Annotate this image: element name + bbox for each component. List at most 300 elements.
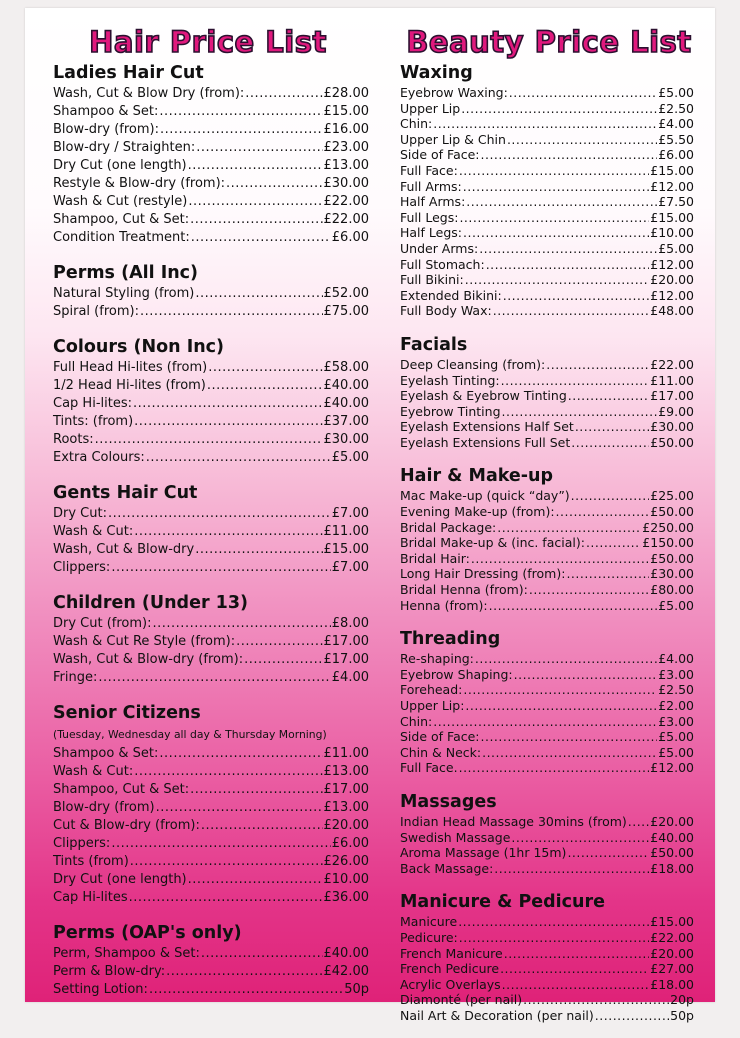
dot-leader: [201, 817, 323, 835]
dot-leader: [201, 945, 323, 963]
section-waxing: [400, 61, 694, 319]
price-row: [400, 488, 694, 504]
service-price: £48.00: [650, 303, 694, 319]
service-price: £40.00: [323, 396, 369, 411]
section-title: Waxing: [400, 63, 473, 83]
dot-leader: [529, 582, 649, 598]
dot-leader: [568, 388, 649, 404]
price-row: [53, 85, 369, 103]
price-row: [400, 914, 694, 930]
dot-leader: [566, 566, 649, 582]
price-row: [400, 992, 694, 1008]
service-name: Shampoo & Set:: [53, 104, 159, 119]
service-price: £13.00: [323, 764, 369, 779]
service-name: Full Stomach:: [400, 256, 485, 272]
service-name: Wash & Cut (restyle): [53, 194, 188, 209]
service-name: Side of Face:: [400, 147, 480, 163]
price-row: [400, 830, 694, 846]
service-price: £30.00: [323, 432, 369, 447]
service-name: Half Arms:: [400, 194, 466, 210]
service-price: £13.00: [323, 800, 369, 815]
service-price: £40.00: [323, 378, 369, 393]
service-name: Wash, Cut & Blow-dry (from):: [53, 652, 244, 667]
price-row: [400, 179, 694, 195]
dot-leader: [188, 157, 323, 175]
dot-leader: [503, 288, 650, 304]
service-name: Shampoo, Cut & Set:: [53, 212, 190, 227]
price-row: [400, 225, 694, 241]
service-name: Full Arms:: [400, 178, 462, 194]
dot-leader: [489, 598, 658, 614]
service-price: £15.00: [323, 542, 369, 557]
price-row: [53, 157, 369, 175]
service-price: £18.00: [650, 860, 694, 876]
service-name: Full Head Hi-lites (from): [53, 360, 208, 375]
service-name: Upper Lip & Chin: [400, 131, 506, 147]
service-price: £20.00: [323, 818, 369, 833]
service-name: Deep Cleansing (from):: [400, 356, 546, 372]
dot-leader: [190, 781, 322, 799]
service-name: Wash, Cut & Blow-dry: [53, 542, 195, 557]
dot-leader: [471, 551, 649, 567]
dot-leader: [479, 241, 657, 257]
dot-leader: [208, 359, 322, 377]
price-row: [400, 535, 694, 551]
price-row: [400, 85, 694, 101]
dot-leader: [546, 357, 649, 373]
service-price: £37.00: [323, 414, 369, 429]
dot-leader: [111, 559, 330, 577]
service-name: Diamonté (per nail): [400, 992, 523, 1008]
service-name: Bridal Package:: [400, 519, 497, 535]
service-name: Back Massage:: [400, 860, 494, 876]
dot-leader: [514, 667, 658, 683]
dot-leader: [129, 889, 323, 907]
price-row: [400, 272, 694, 288]
service-price: £30.00: [650, 419, 694, 435]
price-row: [400, 357, 694, 373]
service-name: Shampoo & Set:: [53, 746, 159, 761]
service-price: £30.00: [650, 566, 694, 582]
price-row: [53, 175, 369, 193]
service-price: £17.00: [323, 634, 369, 649]
dot-leader: [458, 914, 649, 930]
section-facials: [400, 333, 694, 451]
service-name: Evening Make-up (from):: [400, 504, 555, 520]
service-name: Fringe:: [53, 670, 98, 685]
price-row: [400, 101, 694, 117]
service-price: £36.00: [323, 890, 369, 905]
price-row: [400, 814, 694, 830]
service-price: £20.00: [650, 945, 694, 961]
service-name: Chin:: [400, 116, 433, 132]
price-row: [400, 388, 694, 404]
price-row: [53, 651, 369, 669]
price-row: [400, 288, 694, 304]
service-price: £8.00: [331, 616, 369, 631]
dot-leader: [567, 845, 649, 861]
service-name: Upper Lip:: [400, 698, 465, 713]
service-price: £40.00: [323, 946, 369, 961]
section-title: Facials: [400, 334, 468, 355]
service-name: Blow-dry (from): [53, 800, 155, 815]
dot-leader: [153, 615, 331, 633]
price-row: [53, 505, 369, 523]
service-price: £5.00: [658, 597, 694, 613]
service-name: Extended Bikini:: [400, 287, 502, 303]
service-price: £250.00: [642, 519, 694, 535]
price-row: [400, 504, 694, 520]
dot-leader: [188, 193, 322, 211]
section-title: Children (Under 13): [53, 593, 249, 613]
price-row: [400, 194, 694, 210]
service-price: £5.00: [331, 450, 369, 465]
price-row: [400, 745, 694, 761]
service-price: £80.00: [650, 582, 694, 598]
dot-leader: [236, 633, 322, 651]
service-name: Eyelash Extensions Full Set: [400, 434, 571, 450]
price-row: [53, 871, 369, 889]
price-row: [53, 541, 369, 559]
section-perms-all-inc: [53, 261, 369, 321]
dot-leader: [195, 541, 322, 559]
service-price: £17.00: [323, 782, 369, 797]
dot-leader: [134, 413, 322, 431]
price-row: [400, 651, 694, 667]
dot-leader: [482, 745, 657, 761]
dot-leader: [481, 729, 658, 745]
service-name: Perm, Shampoo & Set:: [53, 946, 200, 961]
section-colours-non-inc: [53, 335, 369, 467]
service-name: Clippers:: [53, 560, 111, 575]
section-title: Senior Citizens: [53, 703, 201, 723]
dot-leader: [245, 85, 322, 103]
service-price: £11.00: [323, 746, 369, 761]
service-price: £23.00: [323, 140, 369, 155]
service-name: Restyle & Blow-dry (from):: [53, 176, 226, 191]
price-row: [400, 598, 694, 614]
service-price: £7.50: [658, 194, 694, 210]
price-row: [400, 373, 694, 389]
dot-leader: [595, 1008, 669, 1024]
price-row: [400, 520, 694, 536]
dot-leader: [159, 745, 322, 763]
dot-leader: [160, 121, 322, 139]
dot-leader: [586, 535, 641, 551]
service-name: Natural Styling (from): [53, 286, 195, 301]
section-title: Perms (All Inc): [53, 263, 199, 283]
dot-leader: [207, 377, 323, 395]
price-row: [53, 853, 369, 871]
service-price: £10.00: [650, 225, 694, 241]
price-row: [53, 121, 369, 139]
dot-leader: [159, 103, 322, 121]
dot-leader: [461, 101, 657, 117]
service-name: Side of Face:: [400, 729, 480, 745]
dot-leader: [196, 139, 322, 157]
beauty-sections: [400, 61, 694, 1024]
service-name: Upper Lip: [400, 100, 461, 116]
service-name: Eyebrow Shaping:: [400, 666, 513, 682]
section-title: Hair & Make-up: [400, 466, 554, 487]
service-price: £50.00: [650, 434, 694, 450]
service-price: £12.00: [650, 178, 694, 194]
section-title: Threading: [400, 629, 501, 650]
service-price: £7.00: [331, 506, 369, 521]
price-row: [53, 963, 369, 981]
dot-leader: [166, 963, 322, 981]
service-price: £5.00: [658, 744, 694, 760]
service-name: Under Arms:: [400, 240, 479, 256]
dot-leader: [133, 395, 323, 413]
price-row: [400, 210, 694, 226]
beauty-price-list-title: Beauty Price List: [406, 25, 692, 59]
service-price: £50.00: [650, 845, 694, 861]
service-price: £4.00: [658, 651, 694, 667]
price-row: [53, 449, 369, 467]
price-row: [53, 303, 369, 321]
service-name: Blow-dry (from):: [53, 122, 160, 137]
service-price: £150.00: [642, 535, 694, 551]
service-name: Dry Cut (from):: [53, 616, 152, 631]
service-name: Chin:: [400, 713, 433, 729]
service-name: 1/2 Head Hi-lites (from): [53, 378, 206, 393]
service-name: Half Legs:: [400, 225, 462, 241]
dot-leader: [156, 799, 323, 817]
service-name: Dry Cut (one length): [53, 158, 187, 173]
service-price: £50.00: [650, 504, 694, 520]
price-row: [53, 359, 369, 377]
service-name: Bridal Henna (from):: [400, 582, 528, 598]
dot-leader: [509, 85, 657, 101]
dot-leader: [475, 651, 657, 667]
service-name: Pedicure:: [400, 929, 458, 945]
service-price: £52.00: [323, 286, 369, 301]
service-name: Henna (from):: [400, 597, 488, 613]
service-name: Re-shaping:: [400, 651, 474, 667]
service-name: Cap Hi-lites:: [53, 396, 132, 411]
section-title: Ladies Hair Cut: [53, 63, 204, 83]
service-price: £11.00: [650, 372, 694, 388]
dot-leader: [190, 211, 322, 229]
service-name: Wash, Cut & Blow Dry (from):: [53, 86, 245, 101]
price-row: [400, 303, 694, 319]
service-price: £5.50: [658, 131, 694, 147]
dot-leader: [95, 431, 323, 449]
service-price: £12.00: [650, 256, 694, 272]
service-name: Mac Make-up (quick “day”): [400, 488, 570, 504]
section-senior-citizens: [53, 701, 369, 907]
dot-leader: [511, 830, 649, 846]
service-name: Cut & Blow-dry (from):: [53, 818, 200, 833]
service-name: Eyelash Tinting:: [400, 372, 500, 388]
price-row: [53, 523, 369, 541]
dot-leader: [556, 504, 650, 520]
service-price: £40.00: [650, 829, 694, 845]
price-row: [53, 945, 369, 963]
price-row: [400, 698, 694, 714]
service-name: Cap Hi-lites: [53, 890, 128, 905]
section-perms-oap-s-only: [53, 921, 369, 999]
service-price: £28.00: [323, 86, 369, 101]
service-name: Eyebrow Tinting: [400, 403, 501, 419]
dot-leader: [108, 505, 331, 523]
dot-leader: [465, 272, 650, 288]
dot-leader: [433, 116, 657, 132]
section-ladies-hair-cut: [53, 61, 369, 247]
service-price: £17.00: [650, 388, 694, 404]
service-price: £12.00: [650, 287, 694, 303]
service-price: £13.00: [323, 158, 369, 173]
dot-leader: [244, 651, 322, 669]
service-price: £4.00: [331, 670, 369, 685]
dot-leader: [130, 853, 323, 871]
dot-leader: [195, 285, 322, 303]
service-price: £6.00: [658, 147, 694, 163]
section-hair-make-up: [400, 464, 694, 613]
price-row: [400, 682, 694, 698]
dot-leader: [111, 835, 330, 853]
dot-leader: [98, 669, 330, 687]
service-price: £26.00: [323, 854, 369, 869]
service-name: Acrylic Overlays: [400, 976, 501, 992]
price-row: [400, 845, 694, 861]
service-name: Nail Art & Decoration (per nail): [400, 1007, 594, 1023]
service-price: 50p: [344, 982, 369, 997]
price-row: [400, 566, 694, 582]
dot-leader: [502, 977, 650, 993]
service-name: Extra Colours:: [53, 450, 145, 465]
price-row: [53, 889, 369, 907]
service-name: Wash & Cut:: [53, 764, 134, 779]
service-name: French Manicure: [400, 945, 503, 961]
price-row: [53, 103, 369, 121]
dot-leader: [459, 760, 650, 776]
price-row: [400, 1008, 694, 1024]
service-name: Dry Cut:: [53, 506, 107, 521]
service-name: Eyelash Extensions Half Set: [400, 419, 574, 435]
dot-leader: [134, 763, 322, 781]
service-price: £4.00: [658, 116, 694, 132]
service-price: £12.00: [650, 760, 694, 776]
dot-leader: [502, 404, 658, 420]
hair-price-list-title: Hair Price List: [89, 25, 327, 59]
service-name: Manicure: [400, 914, 458, 930]
price-row: [400, 132, 694, 148]
dot-leader: [149, 981, 343, 999]
price-row: [400, 163, 694, 179]
price-row: [400, 667, 694, 683]
price-row: [400, 435, 694, 451]
service-price: £75.00: [323, 304, 369, 319]
service-price: £18.00: [650, 976, 694, 992]
service-price: £22.00: [650, 929, 694, 945]
service-name: Indian Head Massage 30mins (from): [400, 813, 627, 829]
section-massages: [400, 790, 694, 876]
price-row: [400, 582, 694, 598]
service-name: Wash & Cut Re Style (from):: [53, 634, 236, 649]
dot-leader: [497, 520, 641, 536]
price-row: [53, 745, 369, 763]
price-row: [400, 977, 694, 993]
service-price: £22.00: [323, 212, 369, 227]
service-price: £15.00: [650, 914, 694, 930]
service-name: Tints (from): [53, 854, 129, 869]
price-row: [400, 930, 694, 946]
dot-leader: [459, 930, 649, 946]
service-price: £7.00: [331, 560, 369, 575]
section-manicure-pedicure: [400, 890, 694, 1023]
service-price: £9.00: [658, 403, 694, 419]
service-name: Bridal Hair:: [400, 550, 470, 566]
service-price: 50p: [670, 1007, 694, 1023]
dot-leader: [500, 961, 649, 977]
price-row: [53, 211, 369, 229]
service-name: Tints: (from): [53, 414, 134, 429]
service-name: Bridal Make-up & (inc. facial):: [400, 535, 585, 551]
price-row: [400, 404, 694, 420]
dot-leader: [523, 992, 669, 1008]
service-price: £27.00: [650, 961, 694, 977]
service-price: £25.00: [650, 488, 694, 504]
price-row: [400, 551, 694, 567]
price-row: [53, 431, 369, 449]
price-row: [53, 835, 369, 853]
service-name: Chin & Neck:: [400, 744, 482, 760]
service-price: £2.50: [658, 100, 694, 116]
price-row: [53, 781, 369, 799]
service-price: £10.00: [323, 872, 369, 887]
service-price: £17.00: [323, 652, 369, 667]
section-note: (Tuesday, Wednesday all day & Thursday Morning): [53, 728, 327, 741]
service-name: Wash & Cut:: [53, 524, 134, 539]
section-children-under-13: [53, 591, 369, 687]
service-name: French Pedicure: [400, 961, 500, 977]
service-price: £5.00: [658, 85, 694, 100]
service-price: £22.00: [650, 356, 694, 372]
beauty-price-column: [400, 8, 694, 1038]
service-price: £20.00: [650, 272, 694, 288]
dot-leader: [188, 871, 323, 889]
dot-leader: [463, 179, 650, 195]
service-price: £15.00: [650, 162, 694, 178]
price-row: [400, 760, 694, 776]
service-price: £5.00: [658, 729, 694, 745]
dot-leader: [481, 147, 658, 163]
price-row: [53, 193, 369, 211]
service-price: £42.00: [323, 964, 369, 979]
dot-leader: [459, 163, 649, 179]
section-title: Perms (OAP's only): [53, 923, 242, 943]
service-price: £15.00: [650, 209, 694, 225]
dot-leader: [466, 194, 657, 210]
price-row: [400, 419, 694, 435]
service-name: Roots:: [53, 432, 94, 447]
price-row: [400, 241, 694, 257]
dot-leader: [571, 488, 650, 504]
dot-leader: [571, 435, 649, 451]
price-row: [53, 285, 369, 303]
price-row: [53, 981, 369, 999]
price-row: [53, 559, 369, 577]
dot-leader: [493, 303, 650, 319]
dot-leader: [501, 373, 650, 389]
price-list-sheet: [25, 8, 715, 1023]
service-price: 20p: [670, 992, 694, 1008]
dot-leader: [463, 682, 657, 698]
section-title: Manicure & Pedicure: [400, 892, 606, 913]
hair-sections: [53, 61, 369, 999]
